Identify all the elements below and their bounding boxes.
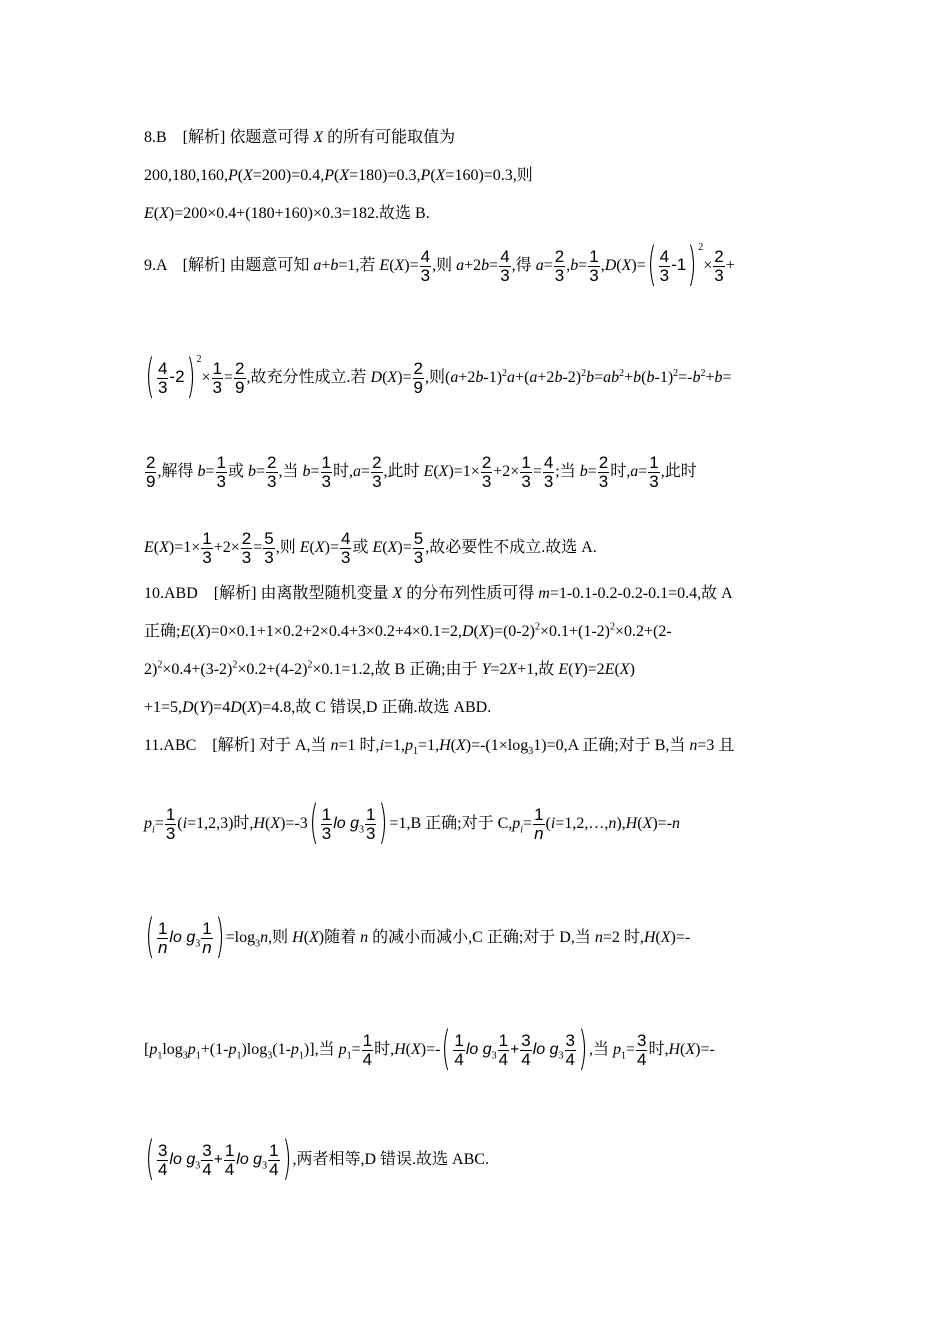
q9-line-1: 9.A [解析] 由题意可知 a+b=1,若 E(X)= $\frac{4}{3}$ ,则 a+2b= $\frac{4}{3}$ ,得 a= $\frac{2}{3}$ ,b= $\frac{1}{3}$ ,D(X)=( $\frac{4}{3}$ -1)$^2$× $\frac{2}{3}$ +	[144, 236, 735, 291]
q11-tail: ,两者相等,D 错误.故选 ABC.	[292, 1151, 489, 1169]
q11-line-3: ( $\frac{1}{n}$ lo $g_3$ $\frac{1}{n}$ )$=\log_3n$,则 H(X)随着 n 的减小而减小,C 正确;对于 D,当 n=2 时,H(X)=-	[145, 908, 691, 963]
q8-line-3: E(X)=200×0.4+(180+160)×0.3=182.故选 B.	[144, 205, 430, 222]
q10-line-3: $2)^2\times 0.4+(3-2)^2\times 0.2+(4-2)^2\times 0.1=1.2$,故 B 正确;由于 Y=2X+1,故 E(Y)=2E(X)	[144, 659, 635, 678]
q11-line-5: ( $\frac{3}{4}$ lo $g_3$ $\frac{3}{4}$ + $\frac{1}{4}$ lo $g_3$ $\frac{1}{4}$ ),两者相等,D 错误.故选 ABC.	[145, 1130, 489, 1185]
q10-line-2: 正确$;E(X)=0\times 0.1+1\times 0.2+2\times 0.4+3\times 0.2+4\times 0.1=2,D(X)=(0-2)^2\times 0.1+(1-2)^2\times 0.2+(2-$	[144, 621, 672, 640]
q11-line-2: $p_i=$ $\frac{1}{3}$ (i=1,2,3)时,H(X)=-3( $\frac{1}{3}$ lo $g_3$ $\frac{1}{3}$ )=1,B 正确;对于 $C,p_i=$ $\frac{1}{n}$ (i=1,2,…,n),H(X)=-n	[144, 794, 681, 849]
q8-line-2: 200,180,160,P(X=200)=0.4,P(X=180)=0.3,P(X=160)=0.3,则	[144, 167, 533, 184]
q9-line-3: $\frac{2}{9}$ ,解得 b= $\frac{1}{3}$ 或 b= $\frac{2}{3}$ ,当 b= $\frac{1}{3}$ 时,a= $\frac{2}{3}$ ,此时 E(X)=1× $\frac{2}{3}$ +2× $\frac{1}{3}$ = $\frac{4}{3}$ ;当 b= $\frac{2}{3}$ 时,a= $\frac{1}{3}$ ,此时	[146, 453, 697, 491]
q9-conclusion: 故必要性不成立.故选 A.	[429, 539, 597, 557]
q10-line-4: +1=5,D(Y)=4D(X)=4.8,故 C 错误,D 正确.故选 ABD.	[144, 699, 492, 716]
q11-line-1: 11.ABC [解析] 对于 A,当 n=1 时$,i=1,p_1=1,H(X)=-(1\times\log_31)=0,A$ 正确;对于 B,当 n=3 且	[144, 737, 735, 758]
q9-line-4: E(X)=1× $\frac{1}{3}$ +2× $\frac{2}{3}$ = $\frac{5}{3}$ ,则 E(X)= $\frac{4}{3}$ 或 E(X)= $\frac{5}{3}$ ,故必要性不成立.故选 A.	[144, 529, 597, 567]
q10-line-1: 10.ABD [解析] 由离散型随机变量 X 的分布列性质可得 m=1-0.1-0.2-0.2-0.1=0.4,故 A	[144, 585, 733, 602]
q9-line-2: ( $\frac{4}{3}$ -2)$^2$× $\frac{1}{3}$ = $\frac{2}{9}$ ,故充分性成立.若 D(X)= $\frac{2}{9}$ ,则$(a+2b-1)^2a+(a+2b-2)^2b=ab^2+b(b-1)^2=-b^2+b=$	[145, 348, 732, 403]
q11-line-4: $[p_1\log_3p_1+(1-p_1)\log_3(1-p_1)]$,当 $p_1=$ $\frac{1}{4}$ 时,H(X)=-( $\frac{1}{4}$ lo $g_3$ $\frac{1}{4}$ + $\frac{3}{4}$ lo $g_3$ $\frac{3}{4}$ ),当 $p_1=$ $\frac{3}{4}$ 时,H(X)=-	[144, 1020, 715, 1075]
q8-line-1: 8.B [解析] 依题意可得 X 的所有可能取值为	[144, 129, 456, 146]
